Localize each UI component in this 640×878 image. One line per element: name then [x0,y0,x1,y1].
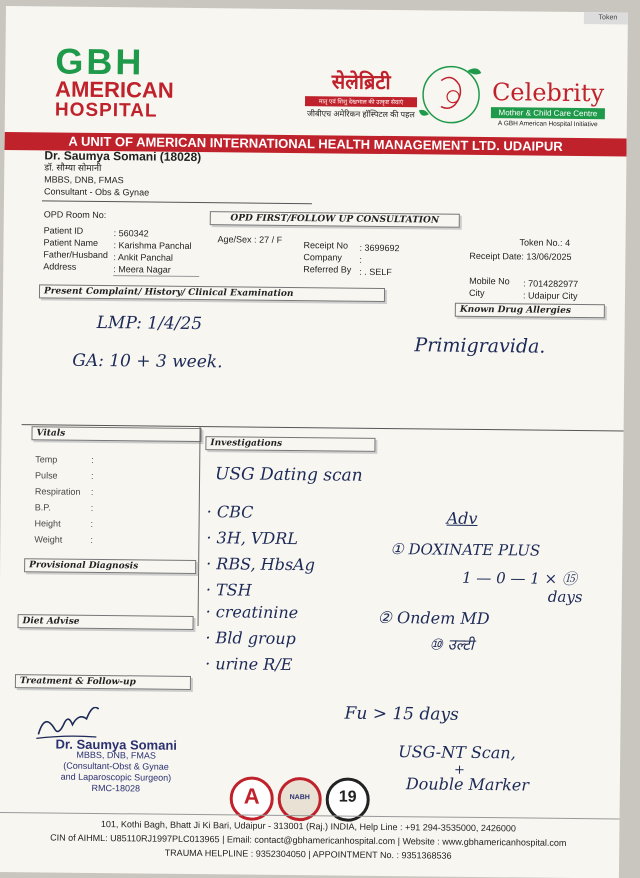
unit-banner: A UNIT OF AMERICAN INTERNATIONAL HEALTH MANAGEMENT LTD. UDAIPUR [4,132,626,157]
hw-inv-tsh: · TSH [205,580,252,600]
hw-lmp: LMP: 1/4/25 [96,312,203,335]
hindi-brand [305,67,418,120]
receipt-values [359,242,399,278]
hw-inv-blood-group: · Bld group [205,628,296,649]
hw-usg-nt: USG-NT Scan, [398,742,516,763]
badge-a: A [229,776,273,820]
celebrity-mcc: Mother & Child Care Centre [491,107,605,119]
hw-rx1: ① DOXINATE PLUS [390,540,541,560]
hw-inv-vdrl: · 3H, VDRL [206,528,299,549]
investigations-header: Investigations [205,436,375,452]
celebrity-initiative: A GBH American Hospital Initiative [497,120,598,129]
hw-inv-urine: · urine R/E [205,654,293,675]
company-value: : [359,254,362,265]
badge-19: 19 [325,777,369,821]
address-underline [113,275,199,277]
logo-hospital: HOSPITAL [54,99,158,122]
company-label: Company [303,252,342,263]
consult-title: OPD FIRST/FOLLOW UP CONSULTATION [210,211,460,228]
hw-followup: Fu > 15 days [344,703,459,725]
opd-room-label: OPD Room No: [43,209,107,221]
celebrity-brand [487,79,609,128]
receipt-date-value: 13/06/2025 [526,251,572,262]
logo-american: AMERICAN [55,76,174,103]
complaint-header: Present Complaint/ History/ Clinical Examination [39,284,385,302]
receipt-date: Receipt Date: 13/06/2025 [469,250,572,262]
vitals-header: Vitals [31,426,201,442]
footer-helpline: TRAUMA HELPLINE : 9352304050 | APPOINTMENT No. : 9351368536 [164,847,452,861]
hindi-brand-sub: जीबीएच अमेरिकन हॉस्पिटल की पहल [306,109,415,120]
diet-header: Diet Advise [17,614,193,630]
receipt-no-label: Receipt No [303,240,349,251]
hw-adv: Adv [446,508,478,528]
referred-value: : . SELF [359,266,392,278]
agesex-value: 27 / F [259,234,283,245]
vital-respiration: Respiration : [34,486,94,497]
vital-bp: B.P. : [34,502,94,513]
footer-contact: CIN of AIHML: U85110RJ1997PLC013965 | Email: contact@gbhamericanhospital.com | Website : www.gbhamericanhospital.com [50,832,567,848]
hw-ga: GA: 10 + 3 week. [72,350,223,373]
receipt-no: : 3699692 [359,242,400,254]
patient-id: : 560342 [113,228,149,239]
city-label: City [468,287,485,299]
hw-inv-rbs: · RBS, HbsAg [206,554,316,575]
footer [0,816,619,865]
vital-temp: Temp : [35,454,94,465]
referred-label: Referred By [303,264,352,275]
stamp-rmc: RMC-18028 [91,782,141,794]
logo-gbh: GBH [55,40,145,83]
doctor-info [44,149,201,199]
vital-pulse: Pulse : [35,470,94,481]
mobile-value: : 7014282977 [523,278,579,290]
hw-rx1-dose: 1 — 0 — 1 × ⑮ [461,568,577,589]
patient-name: : Karishma Panchal [113,240,192,251]
doctor-degree: MBBS, DNB, FMAS [44,174,124,186]
celebrity-title: Celebrity [491,78,605,108]
city-value: : Udaipur City [522,290,578,302]
hw-inv-cbc: · CBC [206,502,254,522]
vitals-divider [198,426,201,626]
hindi-brand-tagline: मातृ एवं शिशु देखभाल की उत्कृष्ट सेवाएं [305,96,417,107]
contact-values [523,277,578,302]
vital-height: Height : [34,518,94,529]
hw-inv-usg: USG Dating scan [215,464,363,486]
contact-labels [469,275,510,299]
stamp-name: Dr. Saumya Somani [55,736,178,753]
patient-values [113,227,192,276]
doctor-stamp [26,738,207,795]
token-label: Token No.: 4 [519,237,571,248]
hw-inv-creatinine: · creatinine [205,602,299,623]
doctor-hindi-name: डॉ. सौम्या सोमानी [44,162,102,174]
mother-child-icon [417,60,486,127]
mobile-label: Mobile No [469,275,510,287]
footer-address: 101, Kothi Bagh, Bhatt Ji Ki Bari, Udaipur - 313001 (Raj.) INDIA, Help Line : +91 294-3535000, 2426000 [100,819,516,834]
father-label: Father/Husband [43,249,108,261]
address-value: : Meera Nagar [113,264,171,275]
doctor-name: Dr. Saumya Somani (18028) [44,148,202,165]
hw-allergy: Primigravida. [414,334,546,358]
stamp-specialty-1: (Consultant-Obst & Gynae [63,760,169,772]
hw-plus: + [453,762,466,778]
patient-name-label: Patient Name [43,237,99,248]
receipt-labels [303,239,351,276]
father-name: : Ankit Panchal [113,252,173,263]
hw-rx1-days: days [547,587,583,607]
hw-rx2-dose: ⑩ उल्टी [429,635,474,654]
gbh-logo [54,40,206,123]
prescription-page [0,6,628,878]
hw-double-marker: Double Marker [405,774,530,795]
stamp-degree: MBBS, DNB, FMAS [76,749,156,761]
badge-nabh: NABH [277,777,321,821]
hindi-brand-title: सेलेब्रिटी [331,71,391,95]
vital-weight: Weight : [34,534,93,545]
doctor-divider [42,200,312,204]
address-label: Address [43,261,77,272]
patient-id-label: Patient ID [43,225,84,236]
diagnosis-header: Provisional Diagnosis [24,558,196,574]
doctor-role: Consultant - Obs & Gynae [44,186,150,198]
agesex: Age/Sex : 27 / F [217,234,283,245]
patient-labels [43,224,108,273]
token-tab: Token [584,12,628,25]
token-value: 4 [565,237,571,248]
stamp-specialty-2: and Laparoscopic Surgeon) [60,771,172,783]
hw-rx2: ② Ondem MD [377,607,490,629]
allergies-header: Known Drug Allergies [455,303,605,319]
treatment-header: Treatment & Follow-up [15,674,191,690]
